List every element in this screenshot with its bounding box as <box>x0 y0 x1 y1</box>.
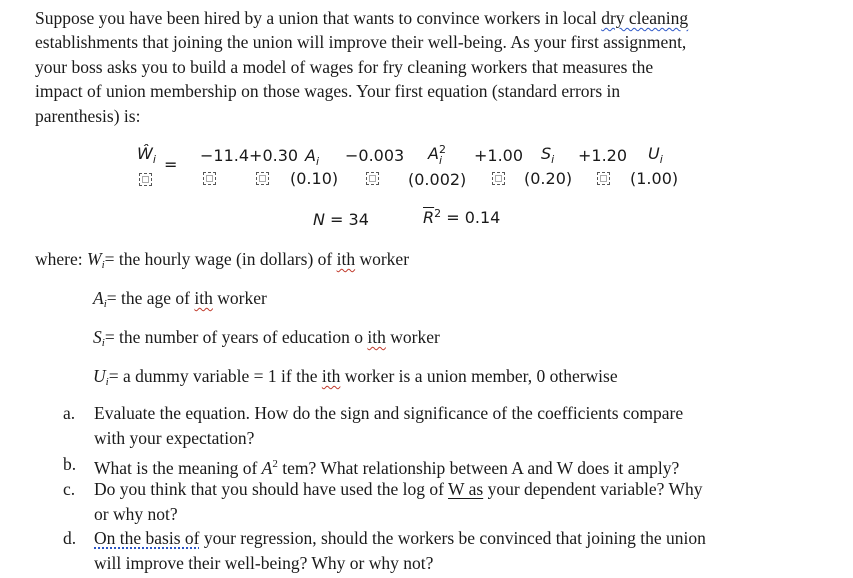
definition-s: $S_i=$ the number of years of education o ith worker <box>93 327 440 349</box>
placeholder-box-4 <box>366 172 379 185</box>
placeholder-box-2 <box>203 172 216 185</box>
intro-line-2: establishments that joining the union will improve their well-being. As your first assignment, <box>35 32 687 53</box>
placeholder-box-5 <box>492 172 505 185</box>
intro-line-1: Suppose you have been hired by a union that wants to convince workers in local dry cleaning <box>35 8 689 28</box>
eq-equals: = <box>164 155 178 174</box>
question-a: a. Evaluate the equation. How do the sign and significance of the coefficients compare with your expectation? <box>63 403 684 448</box>
intro-line-4: impact of union membership on those wages. Your first equation (standard errors in <box>35 81 621 102</box>
eq-var-s: $S_i$ <box>541 144 555 167</box>
placeholder-box-1 <box>139 173 152 186</box>
se-u: (1.00) <box>630 169 679 188</box>
intro-line-3: your boss asks you to build a model of wages for fry cleaning workers that measures the <box>35 56 654 77</box>
question-b: b. What is the meaning of $A^2$ tem? What relationship between A and W does it amply? <box>63 454 680 478</box>
eq-intercept: −11.4+0.30 <box>200 146 299 165</box>
eq-coef-s: +1.00 <box>474 146 524 165</box>
eq-var-a2: $A^2$ <box>428 143 446 163</box>
se-a: (0.10) <box>290 169 339 188</box>
eq-coef-u: +1.20 <box>578 146 628 165</box>
r-squared: $\overline{R}^2 = 0.14$ <box>423 207 501 227</box>
placeholder-box-3 <box>256 172 269 185</box>
se-s: (0.20) <box>524 169 573 188</box>
problem-intro <box>35 6 835 128</box>
dry-cleaning-underlined: dry cleaning <box>601 8 689 28</box>
definition-u: $U_i= a$ dummy variable = 1 if the ith worker is a union member, 0 otherwise <box>93 366 618 388</box>
se-a2: (0.002) <box>408 170 467 189</box>
definition-w: where: $W_i=$ the hourly wage (in dollars) of ith worker <box>35 249 410 271</box>
definition-a: $A_i=$ the age of ith worker <box>93 288 267 310</box>
eq-lhs: $Ŵ_i$ <box>137 144 156 167</box>
eq-var-u: $U_i$ <box>648 144 663 167</box>
eq-var-a: $A_i$ <box>305 146 320 169</box>
placeholder-box-6 <box>597 172 610 185</box>
sample-size: N = 34 <box>313 210 369 229</box>
question-d: d. On the basis of your regression, should the workers be convinced that joining the union will improve their well-being? Why or why not? <box>63 528 706 573</box>
eq-coef-a2: −0.003 <box>345 146 405 165</box>
intro-line-5: parenthesis) is: <box>35 105 141 126</box>
eq-a2-sub: i <box>439 154 443 167</box>
question-c: c. Do you think that you should have used the log of W as your dependent variable? Why or why not? <box>63 479 703 524</box>
